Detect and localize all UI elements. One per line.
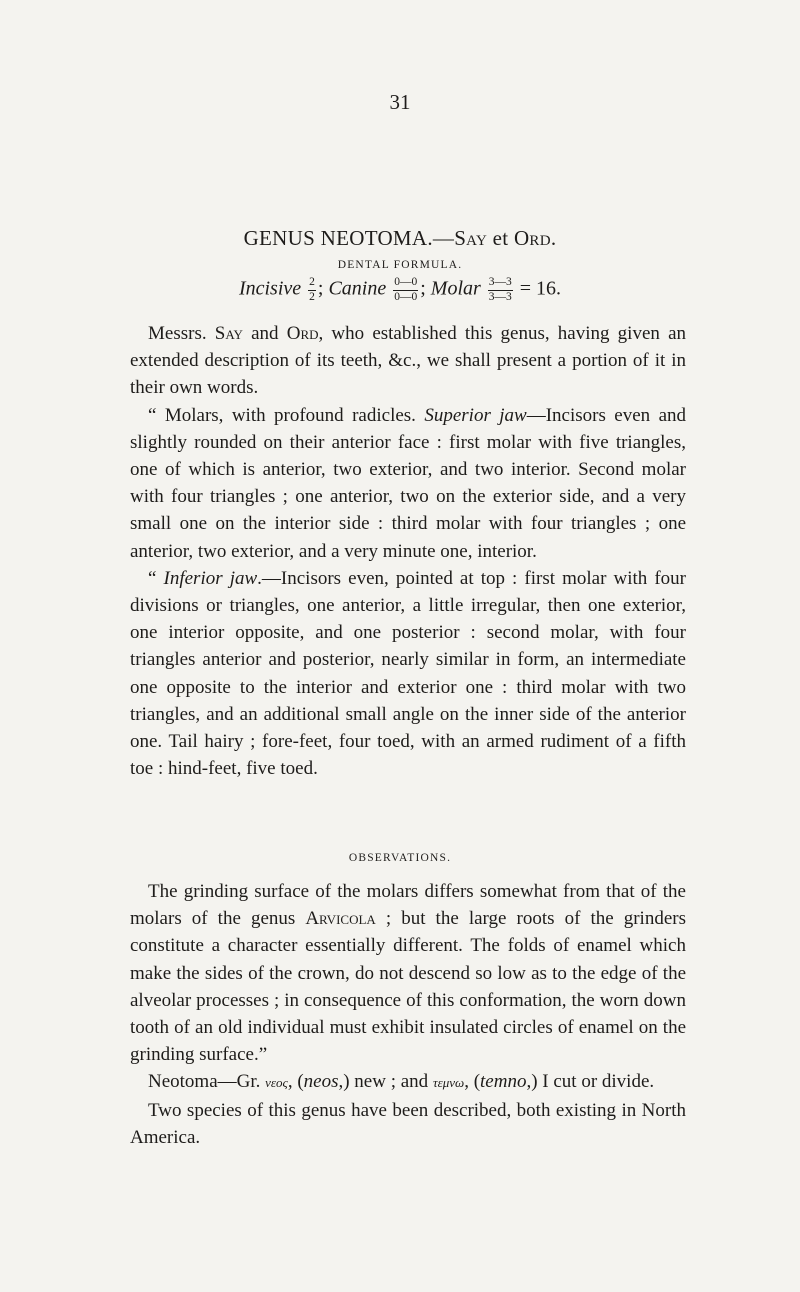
title-author-ord: Ord — [513, 226, 551, 250]
formula-separator: ; — [420, 277, 431, 300]
formula-total: = 16. — [514, 277, 562, 300]
observations-text-block — [130, 878, 686, 1151]
paragraph: “ Molars, with profound radicles. Superior jaw—Incisors even and slightly rounded on their anterior face : first molar with five triangles, one of which is anterior, two exterior, and two interior. Second molar with four triangles ; one anterior, two on the exterior side, and a very small one on the interior side : third molar with four triangles ; one anterior, two exterior, and a very minute one, interior. — [130, 404, 686, 562]
incisive-fraction — [308, 277, 316, 303]
molar-denominator: 3—3 — [488, 290, 512, 303]
canine-numerator: 0—0 — [393, 277, 418, 291]
dental-formula-heading: DENTAL FORMULA. — [337, 259, 463, 271]
incisive-label: Incisive — [238, 277, 302, 300]
dental-formula — [0, 277, 800, 303]
molar-label: Molar — [430, 277, 481, 300]
incisive-denominator: 2 — [309, 290, 315, 303]
title-author-say: Say — [454, 226, 488, 250]
title-et: et — [487, 226, 514, 250]
title-main: GENUS NEOTOMA.— — [243, 226, 455, 250]
paragraph: Messrs. Say and Ord, who established this genus, having given an extended description of its teeth, &c., we shall present a portion of it in their own words. — [130, 323, 687, 399]
paragraph: Two species of this genus have been described, both existing in North America. — [130, 1099, 686, 1148]
genus-title — [0, 226, 800, 251]
paragraph: “ Inferior jaw.—Incisors even, pointed at top : first molar with four divisions or triangles, one anterior, a little irregular, then one exterior, one interior opposite, and one posterior : second molar, with four triangles anterior and posterior, nearly similar in form, an intermediate one opposite to the interior and exterior one : third molar with two triangles, and an additional small angle on the inner side of the anterior one. Tail hairy ; fore-feet, four toed, with an armed rudiment of a fifth toe : hind-feet, five toed. — [130, 567, 686, 780]
title-end: . — [550, 226, 557, 250]
formula-separator: ; — [317, 277, 329, 300]
canine-fraction — [393, 277, 418, 303]
main-text-block — [130, 320, 686, 782]
incisive-numerator: 2 — [308, 277, 316, 291]
canine-label: Canine — [328, 277, 387, 300]
molar-fraction — [488, 277, 513, 303]
paragraph: Neotoma—Gr. νεος, (neos,) new ; and τεμνω, (temno,) I cut or divide. — [148, 1071, 655, 1093]
canine-denominator: 0—0 — [394, 290, 418, 303]
molar-numerator: 3—3 — [488, 277, 513, 291]
observations-heading: OBSERVATIONS. — [348, 852, 452, 864]
page-number: 31 — [389, 90, 411, 114]
paragraph: The grinding surface of the molars differs somewhat from that of the molars of the genus Arvicola ; but the large roots of the grinders constitute a character essentially different. The folds of enamel which make the sides of the crown, do not descend so low as to the edge of the alveolar processes ; in consequence of this conformation, the worn down tooth of an old individual must exhibit insulated circles of enamel on the grinding surface.” — [130, 881, 686, 1066]
